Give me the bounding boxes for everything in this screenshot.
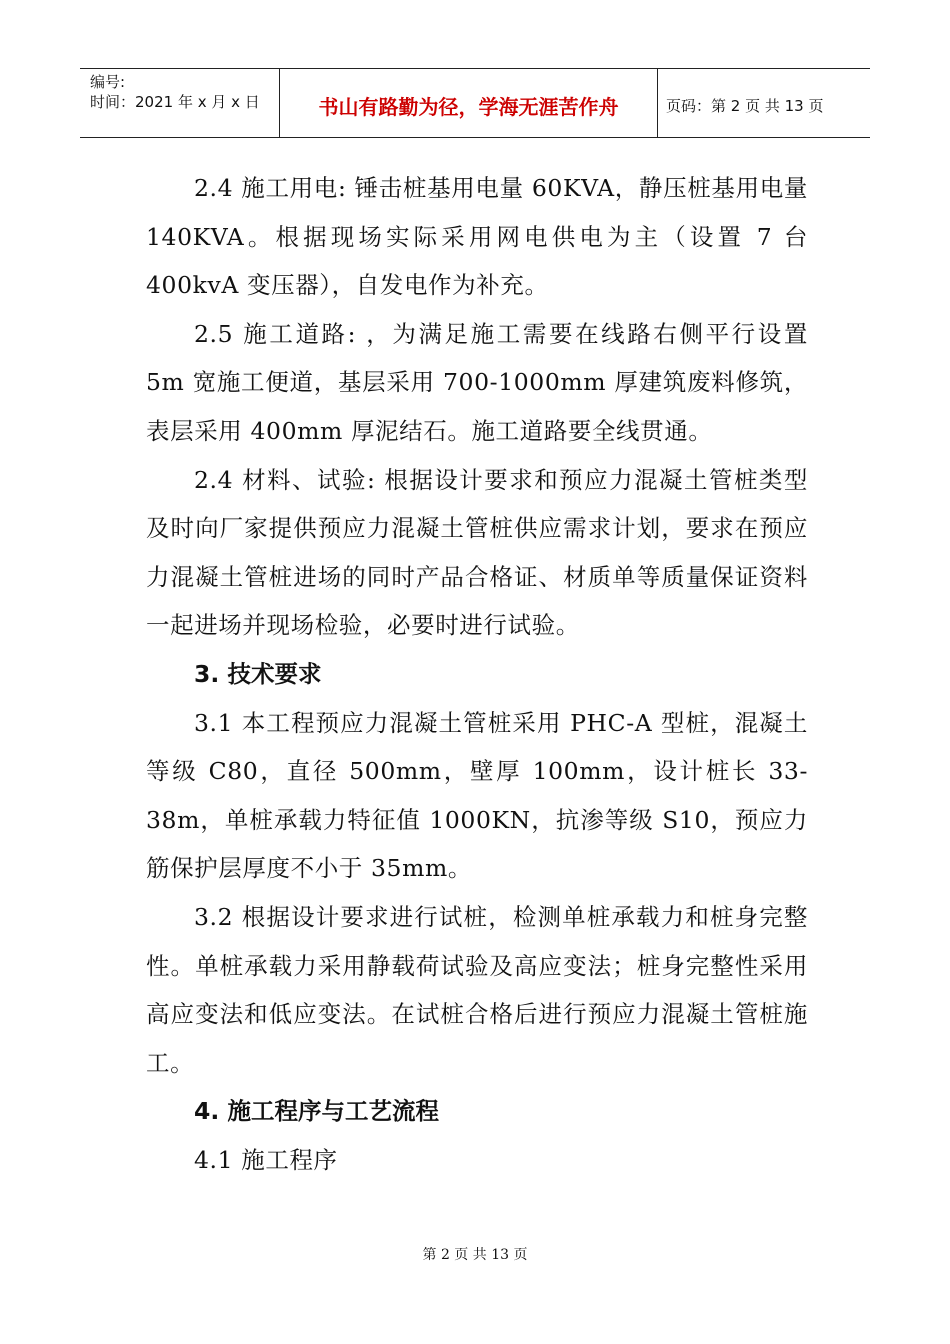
paragraph-power: 2.4 施工用电: 锤击桩基用电量 60KVA，静压桩基用电量 140KVA。根据现场实际采用网电供电为主（设置 7 台 400kvA 变压器），自发电作为补充。 (146, 174, 808, 300)
paragraph-materials: 2.4 材料、试验: 根据设计要求和预应力混凝土管桩类型及时向厂家提供预应力混凝土管桩供应需求计划，要求在预应力混凝土管桩进场的同时产品合格证、材质单等质量保证资料一起进场并现场检验，必要时进行试验。 (146, 465, 808, 640)
heading-construction-procedure: 4. 施工程序与工艺流程 (194, 1097, 439, 1126)
document-body (146, 164, 808, 1184)
header-motto: 书山有路勤为径，学海无涯苦作舟 (280, 69, 658, 137)
header-table (80, 68, 870, 138)
time-label: 时间：2021 年 x 月 x 日 (90, 93, 260, 111)
paragraph-road: 2.5 施工道路: ，为满足施工需要在线路右侧平行设置 5m 宽施工便道，基层采用 700-1000mm 厚建筑废料修筑，表层采用 400mm 厚泥结石。施工道路要全线贯通。 (146, 319, 808, 445)
page-footer: 第 2 页 共 13 页 (422, 1247, 528, 1263)
header-meta-cell (80, 69, 280, 137)
paragraph-pile-spec: 3.1 本工程预应力混凝土管桩采用 PHC-A 型桩，混凝土等级 C80，直径 500mm，壁厚 100mm，设计桩长 33-38m，单桩承载力特征值 1000KN，抗渗等级 S10，预应力筋保护层厚度不小于 35mm。 (146, 708, 808, 883)
paragraph-procedure-title: 4.1 施工程序 (194, 1145, 338, 1174)
number-label: 编号: (90, 73, 126, 91)
header-page-info: 页码：第 2 页 共 13 页 (666, 96, 824, 115)
heading-technical-requirements: 3. 技术要求 (194, 659, 322, 688)
paragraph-test-pile: 3.2 根据设计要求进行试桩，检测单桩承载力和桩身完整性。单桩承载力采用静载荷试验及高应变法；桩身完整性采用高应变法和低应变法。在试桩合格后进行预应力混凝土管桩施工。 (146, 902, 808, 1077)
